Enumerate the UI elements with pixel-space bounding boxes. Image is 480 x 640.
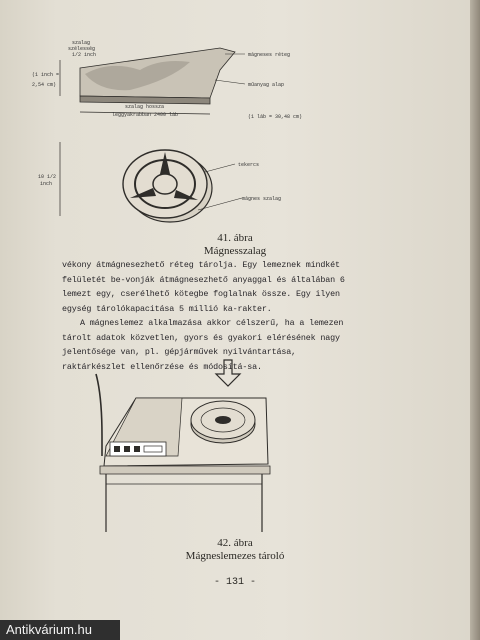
control-button-2 [124,446,130,452]
width-label-2: szélesség [68,46,96,52]
figure-42-number: 42. ábra [217,537,253,549]
figure-41-caption [0,232,470,258]
tape-label: mágnes szalag [242,196,282,202]
figure-41-number: 41. ábra [217,232,253,244]
inch-label-1: (1 inch = [32,72,60,78]
control-button-3 [134,446,140,452]
figure-41-title: Mágnesszalag [203,245,267,257]
reel-hub [153,174,177,194]
reel-size-1: 10 1/2 [38,174,57,180]
reel-size-2: inch [40,181,53,187]
length-label-1: szalag hossza [125,104,165,110]
inch-label-2: 2,54 cm) [32,82,57,88]
width-label-1: szalag [72,40,91,46]
foot-label: (1 láb = 30,48 cm) [248,114,303,120]
reel-leader [205,164,235,172]
reel-label: tekercs [238,162,260,168]
watermark: Antikvárium.hu [0,620,120,640]
drive-base [100,466,270,474]
power-cable [96,374,102,456]
disk-storage-figure [90,356,290,536]
disk-spindle [215,416,231,424]
magnetic-layer-label: mágneses réteg [248,52,291,58]
paragraph-2: A mágneslemez alkalmazása akkor célszerű, ha a lemezen tárolt adatok közvetlen, gyors és gyakori elérésének nagy jelentősége van, pl. gépjárművek nyilvántartása, raktárkészlet ellenőrzése és módosítá-sa. [62,318,344,372]
down-arrow-icon [216,360,240,386]
magnetic-tape-figure [20,30,320,230]
length-label-2: leggyakrabban 2400 láb [112,112,179,118]
base-label: műanyag alap [248,82,285,88]
width-label-3: 1/2 inch [72,52,97,58]
page-number: - 131 - [213,577,256,588]
page-edge [470,0,480,640]
paragraph-1: vékony átmágnesezhető réteg tárolja. Egy lemeznek mindkét felületét be-vonják átmágnesezhető anyaggal és általában 6 lemezt egy, cserélhető kötegbe foglalnak össze. Egy ilyen egység tárolókapacitása 5 millió ka-rakter. [62,260,345,314]
control-button-1 [114,446,120,452]
base-leader [215,80,245,84]
figure-42-caption [0,537,470,563]
figure-42-title: Mágneslemezes tároló [185,550,285,562]
